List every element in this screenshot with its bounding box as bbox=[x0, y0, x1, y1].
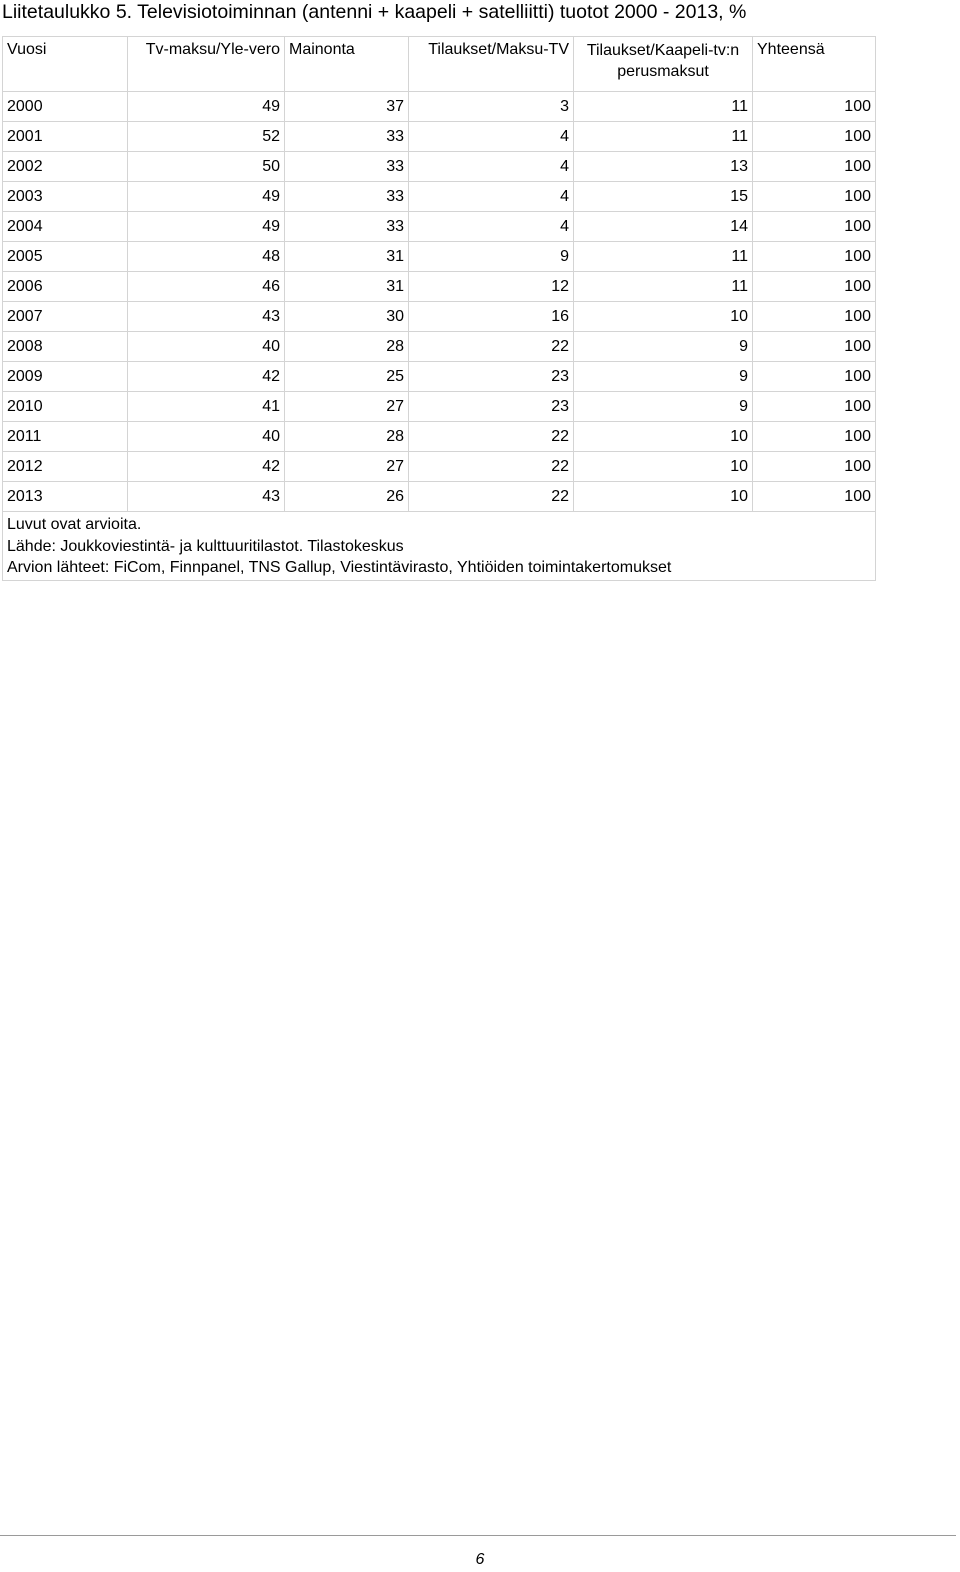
advertising-cell: 31 bbox=[285, 272, 409, 302]
cable-basic-fees-cell: 11 bbox=[574, 122, 753, 152]
table-row bbox=[3, 452, 876, 482]
year-cell: 2007 bbox=[3, 302, 128, 332]
year-cell: 2013 bbox=[3, 482, 128, 512]
pay-tv-cell: 22 bbox=[409, 422, 574, 452]
page-title: Liitetaulukko 5. Televisiotoiminnan (antenni + kaapeli + satelliitti) tuotot 2000 - 2013, % bbox=[2, 1, 747, 23]
pay-tv-cell: 23 bbox=[409, 392, 574, 422]
total-cell: 100 bbox=[753, 392, 876, 422]
total-cell: 100 bbox=[753, 482, 876, 512]
cable-basic-fees-cell: 10 bbox=[574, 482, 753, 512]
year-cell: 2001 bbox=[3, 122, 128, 152]
header-year: Vuosi bbox=[3, 37, 128, 92]
cable-basic-fees-cell: 10 bbox=[574, 302, 753, 332]
cable-basic-fees-cell: 10 bbox=[574, 452, 753, 482]
total-cell: 100 bbox=[753, 242, 876, 272]
pay-tv-cell: 4 bbox=[409, 212, 574, 242]
header-total: Yhteensä bbox=[753, 37, 876, 92]
year-cell: 2012 bbox=[3, 452, 128, 482]
pay-tv-cell: 22 bbox=[409, 482, 574, 512]
footer-divider bbox=[0, 1535, 956, 1536]
year-cell: 2005 bbox=[3, 242, 128, 272]
header-pay-tv: Tilaukset/Maksu-TV bbox=[409, 37, 574, 92]
year-cell: 2002 bbox=[3, 152, 128, 182]
advertising-cell: 33 bbox=[285, 212, 409, 242]
pay-tv-cell: 22 bbox=[409, 332, 574, 362]
tv-fee-cell: 49 bbox=[128, 212, 285, 242]
header-row bbox=[3, 37, 876, 92]
tv-fee-cell: 52 bbox=[128, 122, 285, 152]
pay-tv-cell: 4 bbox=[409, 152, 574, 182]
note-estimates: Luvut ovat arvioita. bbox=[7, 516, 142, 533]
table-row bbox=[3, 302, 876, 332]
total-cell: 100 bbox=[753, 332, 876, 362]
advertising-cell: 30 bbox=[285, 302, 409, 332]
year-cell: 2003 bbox=[3, 182, 128, 212]
tv-fee-cell: 49 bbox=[128, 182, 285, 212]
advertising-cell: 33 bbox=[285, 152, 409, 182]
tv-fee-cell: 42 bbox=[128, 362, 285, 392]
table-row bbox=[3, 122, 876, 152]
cable-basic-fees-cell: 11 bbox=[574, 242, 753, 272]
notes-row bbox=[3, 512, 876, 581]
advertising-cell: 33 bbox=[285, 122, 409, 152]
table-row bbox=[3, 422, 876, 452]
pay-tv-cell: 16 bbox=[409, 302, 574, 332]
header-advertising: Mainonta bbox=[285, 37, 409, 92]
cable-basic-fees-cell: 9 bbox=[574, 362, 753, 392]
pay-tv-cell: 23 bbox=[409, 362, 574, 392]
table-row bbox=[3, 242, 876, 272]
page-number: 6 bbox=[475, 1551, 485, 1568]
table-row bbox=[3, 362, 876, 392]
tv-fee-cell: 43 bbox=[128, 302, 285, 332]
advertising-cell: 33 bbox=[285, 182, 409, 212]
advertising-cell: 27 bbox=[285, 452, 409, 482]
year-cell: 2011 bbox=[3, 422, 128, 452]
cable-basic-fees-cell: 11 bbox=[574, 272, 753, 302]
table-row bbox=[3, 212, 876, 242]
cable-basic-fees-cell: 10 bbox=[574, 422, 753, 452]
year-cell: 2004 bbox=[3, 212, 128, 242]
table-row bbox=[3, 182, 876, 212]
pay-tv-cell: 9 bbox=[409, 242, 574, 272]
tv-fee-cell: 49 bbox=[128, 92, 285, 122]
year-cell: 2008 bbox=[3, 332, 128, 362]
advertising-cell: 26 bbox=[285, 482, 409, 512]
advertising-cell: 27 bbox=[285, 392, 409, 422]
table-row bbox=[3, 482, 876, 512]
header-tv-fee: Tv-maksu/Yle-vero bbox=[128, 37, 285, 92]
tv-fee-cell: 50 bbox=[128, 152, 285, 182]
total-cell: 100 bbox=[753, 152, 876, 182]
total-cell: 100 bbox=[753, 92, 876, 122]
advertising-cell: 31 bbox=[285, 242, 409, 272]
year-cell: 2009 bbox=[3, 362, 128, 392]
cable-basic-fees-cell: 14 bbox=[574, 212, 753, 242]
table-row bbox=[3, 152, 876, 182]
total-cell: 100 bbox=[753, 452, 876, 482]
total-cell: 100 bbox=[753, 422, 876, 452]
tv-fee-cell: 41 bbox=[128, 392, 285, 422]
tv-fee-cell: 42 bbox=[128, 452, 285, 482]
table-body bbox=[3, 92, 876, 512]
advertising-cell: 28 bbox=[285, 332, 409, 362]
tv-fee-cell: 43 bbox=[128, 482, 285, 512]
year-cell: 2010 bbox=[3, 392, 128, 422]
pay-tv-cell: 4 bbox=[409, 182, 574, 212]
cable-basic-fees-cell: 13 bbox=[574, 152, 753, 182]
cable-basic-fees-cell: 9 bbox=[574, 332, 753, 362]
note-estimate-sources: Arvion lähteet: FiCom, Finnpanel, TNS Gallup, Viestintävirasto, Yhtiöiden toimintakertomukset bbox=[7, 559, 672, 576]
advertising-cell: 28 bbox=[285, 422, 409, 452]
tv-fee-cell: 46 bbox=[128, 272, 285, 302]
pay-tv-cell: 22 bbox=[409, 452, 574, 482]
total-cell: 100 bbox=[753, 122, 876, 152]
pay-tv-cell: 3 bbox=[409, 92, 574, 122]
tv-fee-cell: 40 bbox=[128, 332, 285, 362]
advertising-cell: 25 bbox=[285, 362, 409, 392]
pay-tv-cell: 12 bbox=[409, 272, 574, 302]
cable-basic-fees-cell: 15 bbox=[574, 182, 753, 212]
table-row bbox=[3, 332, 876, 362]
year-cell: 2006 bbox=[3, 272, 128, 302]
tv-fee-cell: 48 bbox=[128, 242, 285, 272]
pay-tv-cell: 4 bbox=[409, 122, 574, 152]
table-row bbox=[3, 392, 876, 422]
tv-fee-cell: 40 bbox=[128, 422, 285, 452]
cable-basic-fees-cell: 11 bbox=[574, 92, 753, 122]
total-cell: 100 bbox=[753, 272, 876, 302]
year-cell: 2000 bbox=[3, 92, 128, 122]
advertising-cell: 37 bbox=[285, 92, 409, 122]
revenue-table bbox=[2, 36, 876, 581]
table-row bbox=[3, 272, 876, 302]
table-notes bbox=[3, 512, 876, 581]
total-cell: 100 bbox=[753, 302, 876, 332]
table-row bbox=[3, 92, 876, 122]
header-cable-basic-fees: Tilaukset/Kaapeli-tv:n perusmaksut bbox=[574, 37, 753, 92]
total-cell: 100 bbox=[753, 182, 876, 212]
note-source: Lähde: Joukkoviestintä- ja kulttuuritilastot. Tilastokeskus bbox=[7, 537, 404, 555]
total-cell: 100 bbox=[753, 362, 876, 392]
cable-basic-fees-cell: 9 bbox=[574, 392, 753, 422]
total-cell: 100 bbox=[753, 212, 876, 242]
